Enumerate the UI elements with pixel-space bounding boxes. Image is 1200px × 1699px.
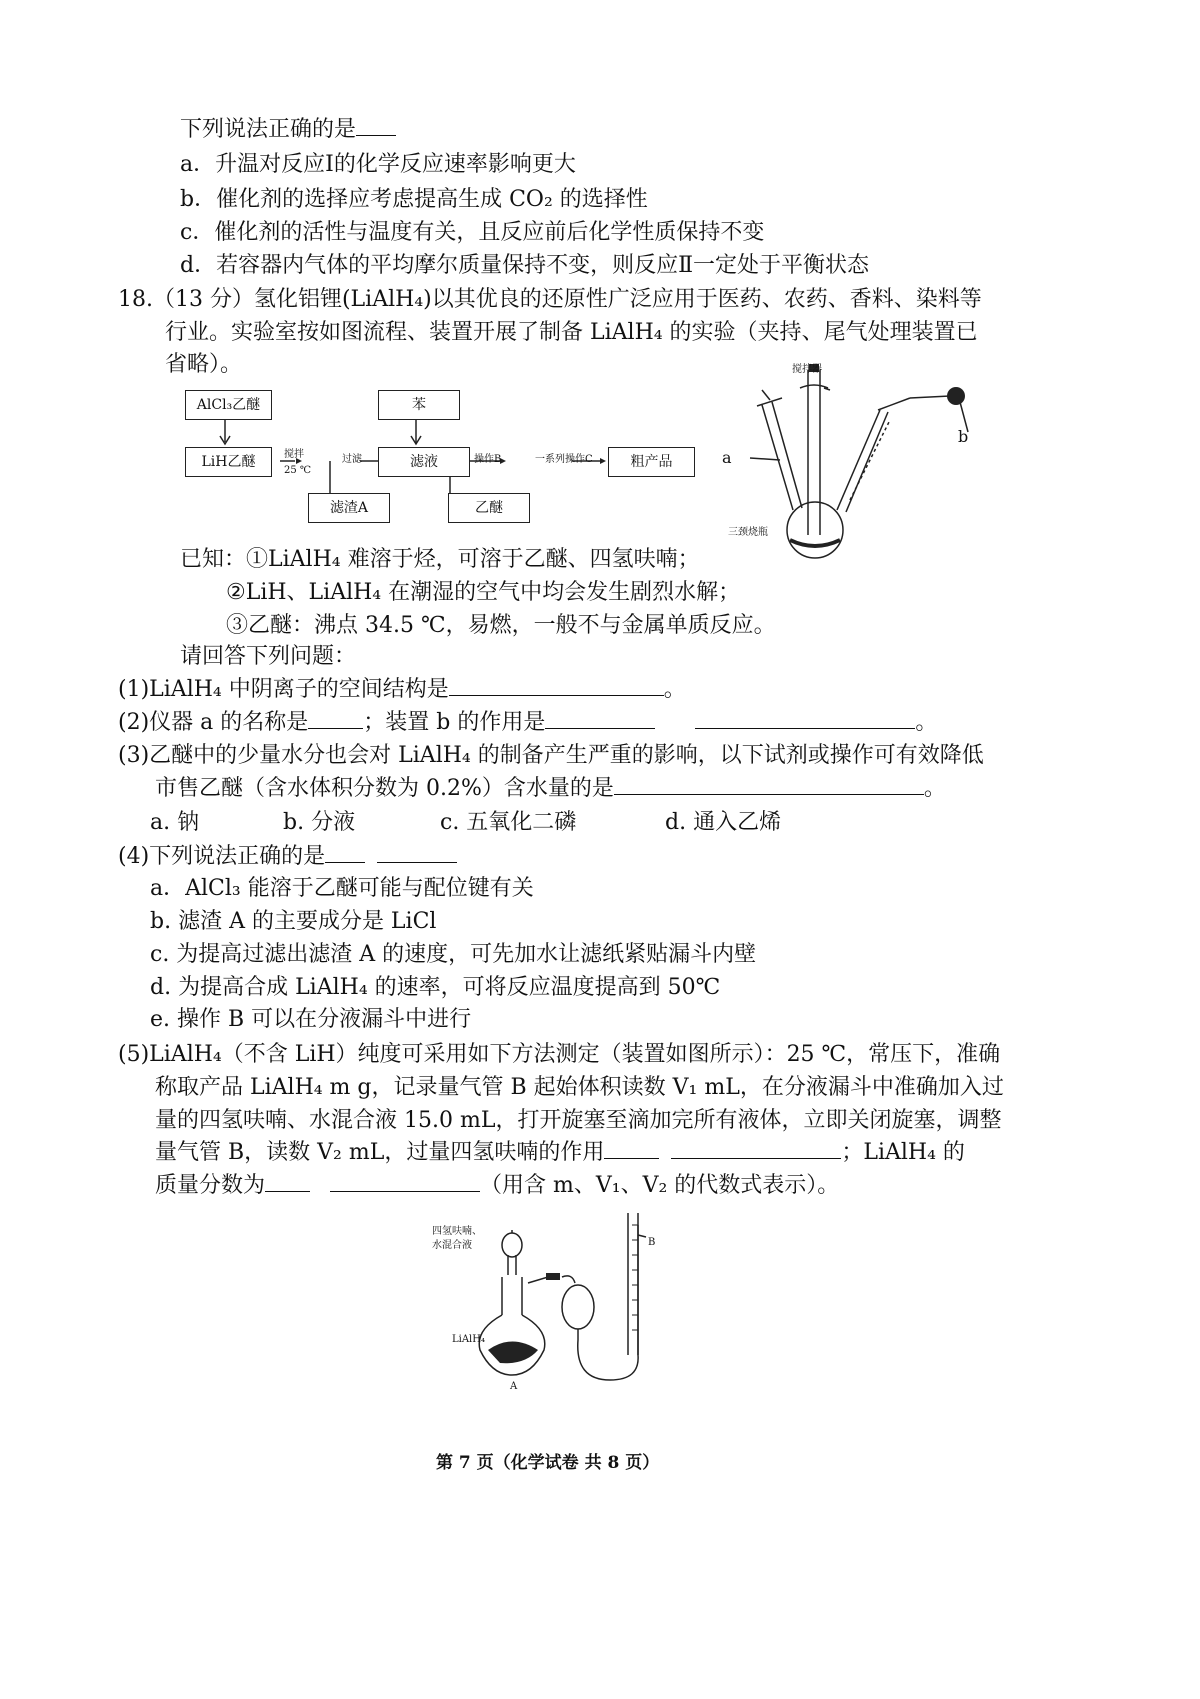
flow-box-benzene: 苯 bbox=[378, 390, 460, 420]
flask-label: 三颈烧瓶 bbox=[728, 527, 768, 538]
known-item-2: ②LiH、LiAlH₄ 在潮湿的空气中均会发生剧烈水解； bbox=[226, 580, 741, 605]
part-3-option-d: d. 通入乙烯 bbox=[665, 810, 782, 835]
part-5-line2: 称取产品 LiAlH₄ m g，记录量气管 B 起始体积读数 V₁ mL，在分液漏斗中准确加入过 bbox=[155, 1075, 1004, 1100]
part-3-line2: 市售乙醚（含水体积分数为 0.2%）含水量的是 。 bbox=[155, 776, 946, 801]
burette-b-label: B bbox=[648, 1237, 656, 1248]
flow-label-filter: 过滤 bbox=[342, 454, 362, 465]
flow-box-alcl3-ether: AlCl₃乙醚 bbox=[185, 390, 272, 420]
q17-option-c: c．催化剂的活性与温度有关，且反应前后化学性质保持不变 bbox=[180, 220, 765, 245]
ask-text: 请回答下列问题： bbox=[180, 644, 357, 669]
part-4-option-a: a．AlCl₃ 能溶于乙醚可能与配位键有关 bbox=[150, 876, 534, 901]
q18-intro-line2: 行业。实验室按如图流程、装置开展了制备 LiAlH₄ 的实验（夹持、尾气处理装置已 bbox=[165, 320, 978, 345]
apparatus2-drawing bbox=[450, 1205, 680, 1405]
known-item-1: 已知：①LiAlH₄ 难溶于烃，可溶于乙醚、四氢呋喃； bbox=[180, 547, 700, 572]
part-5-line3: 量的四氢呋喃、水混合液 15.0 mL，打开旋塞至滴加完所有液体，立即关闭旋塞，调整 bbox=[155, 1108, 1002, 1133]
flow-box-filtrate: 滤液 bbox=[378, 447, 470, 477]
part-3-option-b: b. 分液 bbox=[283, 810, 356, 835]
q17-stem: 下列说法正确的是 bbox=[180, 115, 396, 145]
funnel-label-line2: 水混合液 bbox=[432, 1240, 472, 1251]
part-4: (4)下列说法正确的是 bbox=[118, 842, 457, 872]
flow-box-crude-product: 粗产品 bbox=[608, 447, 695, 477]
flow-box-lih-ether: LiH乙醚 bbox=[185, 447, 272, 477]
flask-lialh4-label: LiAlH₄ bbox=[452, 1334, 485, 1345]
apparatus-label-b: b bbox=[958, 427, 969, 446]
part-3-option-c: c. 五氧化二磷 bbox=[440, 810, 577, 835]
part-4-option-d: d. 为提高合成 LiAlH₄ 的速率，可将反应温度提高到 50℃ bbox=[150, 975, 721, 1000]
apparatus-label-a: a bbox=[722, 448, 732, 467]
q17-option-d: d．若容器内气体的平均摩尔质量保持不变，则反应Ⅱ一定处于平衡状态 bbox=[180, 253, 870, 278]
part-3-option-a: a. 钠 bbox=[150, 810, 200, 835]
flow-label-25c: 25 ℃ bbox=[284, 465, 312, 476]
stirrer-label: 搅拌器 bbox=[792, 364, 822, 375]
part-4-option-c: c. 为提高过滤出滤渣 A 的速度，可先加水让滤纸紧贴漏斗内壁 bbox=[150, 942, 757, 967]
part-3-line1: (3)乙醚中的少量水分也会对 LiAlH₄ 的制备产生严重的影响，以下试剂或操作可有效降低 bbox=[118, 743, 984, 768]
known-item-3: ③乙醚：沸点 34.5 ℃，易燃，一般不与金属单质反应。 bbox=[226, 613, 776, 638]
flow-box-ether: 乙醚 bbox=[448, 493, 530, 523]
part-5-line4: 量气管 B，读数 V₂ mL，过量四氢呋喃的作用 ；LiAlH₄ 的 bbox=[155, 1140, 965, 1165]
part-5-line1: (5)LiAlH₄（不含 LiH）纯度可采用如下方法测定（装置如图所示）：25 ℃，常压下，准确 bbox=[118, 1042, 1001, 1067]
flow-box-residue-a: 滤渣A bbox=[308, 493, 390, 523]
q18-intro-line1: 18.（13 分）氢化铝锂(LiAlH₄)以其优良的还原性广泛应用于医药、农药、香料、染料等 bbox=[118, 287, 982, 312]
part-1: (1)LiAlH₄ 中阴离子的空间结构是 。 bbox=[118, 677, 686, 702]
part-5-line5: 质量分数为 （用含 m、V₁、V₂ 的代数式表示）。 bbox=[155, 1173, 840, 1198]
flow-label-operation-c: 一系列操作C bbox=[535, 454, 593, 465]
q17-option-b: b．催化剂的选择应考虑提高生成 CO₂ 的选择性 bbox=[180, 187, 648, 212]
part-4-option-b: b. 滤渣 A 的主要成分是 LiCl bbox=[150, 909, 437, 934]
q18-intro-line3: 省略）。 bbox=[165, 352, 243, 377]
q17-option-a: a．升温对反应Ⅰ的化学反应速率影响更大 bbox=[180, 152, 576, 177]
part-2: (2)仪器 a 的名称是 ；装置 b 的作用是 。 bbox=[118, 710, 938, 735]
flow-label-stir: 搅拌 bbox=[284, 449, 304, 460]
part-4-option-e: e. 操作 B 可以在分液漏斗中进行 bbox=[150, 1007, 472, 1032]
page-footer: 第 7 页（化学试卷 共 8 页） bbox=[436, 1453, 660, 1473]
funnel-label-line1: 四氢呋喃、 bbox=[432, 1226, 482, 1237]
flow-label-operation-b: 操作B bbox=[474, 454, 502, 465]
flask-a-label: A bbox=[510, 1381, 518, 1392]
